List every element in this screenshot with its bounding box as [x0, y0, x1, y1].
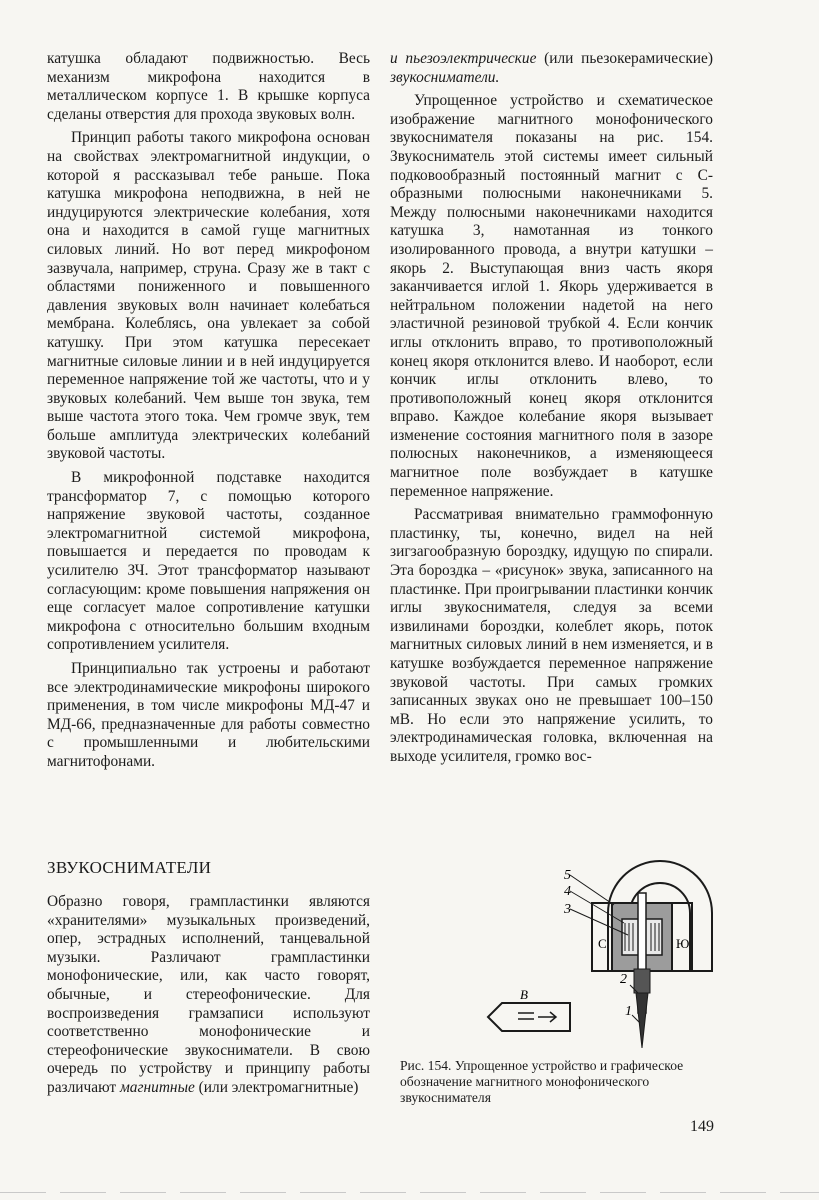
left-bottom-text — [47, 893, 370, 1098]
label-5: 5 — [564, 868, 571, 883]
right-column — [390, 50, 713, 767]
paragraph: В микрофонной подставке находится трансформатор 7, с помощью которого напряжение звуковой частоты, созданное электромагнитной системой микрофона, повышается и передается по проводам к усилителю ЗЧ. Этот трансформатор называют согласующим: кроме повышения напряжения он еще согласует малое сопротивление катушки микрофона с относительно большим входным сопротивлением усилителя. — [47, 469, 370, 654]
figure-154 — [480, 843, 730, 1058]
pickup-diagram — [480, 843, 730, 1058]
text-span: (или пьезокерамические) — [536, 50, 713, 67]
paragraph: Принципиально так устроены и работают все электродинамические микрофоны широкого применения, в том числе микрофоны МД-47 и МД-66, предназначенные для работы совместно с промышленными и любительскими магнитофонами. — [47, 660, 370, 770]
section-heading: ЗВУКОСНИМАТЕЛИ — [47, 858, 212, 877]
pole-label-north: Ю — [676, 936, 690, 951]
figure-caption: Рис. 154. Упрощенное устройство и графическое обозначение магнитного монофонического звукоснимателя — [400, 1058, 684, 1105]
label-1: 1 — [625, 1004, 632, 1019]
paragraph: Принцип работы такого микрофона основан на свойствах электромагнитной индукции, о которой я рассказывал тебе раньше. Пока катушка микрофона неподвижна, в ней не индуцируются электрические колебания, хотя она и находится в самой гуще магнитных силовых линий. Но вот перед микрофоном зазвучала, например, струна. Сразу же в такт с областями пониженного и повышенного давления звуковых волн начинает колебаться мембрана. Колеблясь, она увлекает за собой катушку. При этом катушка пересекает магнитные силовые линии и в ней индуцируется переменное напряжение той же частоты, что и у звуковых колебаний. Чем выше тон звука, тем выше частота этого тока. Чем громче звук, тем больше амплитуда электрических колебаний звуковой частоты. — [47, 129, 370, 463]
page-number: 149 — [690, 1118, 714, 1135]
text-span: Образно говоря, грампластинки являются «хранителями» музыкальных произведений, опер, эстрадных исполнений, танцевальной музыки. Различают грампластинки монофонические, или, как часто говорят, обычные, и стереофонические. Для воспроизведения грамзаписи используют соответственно монофонические и стереофонические звукосниматели. В свою очередь по устройству и принципу работы различают — [47, 893, 370, 1096]
pickup-symbol — [488, 1003, 570, 1031]
paragraph: катушка обладают подвижностью. Весь механизм микрофона находится в металлическом корпусе 1. В крышке корпуса сделаны отверстия для прохода звуковых волн. — [47, 50, 370, 123]
paragraph: Рассматривая внимательно граммофонную пластинку, ты, конечно, видел на ней зигзагообразную бороздку, идущую по спирали. Эта бороздка – «рисунок» звука, записанного на пластинке. При проигрывании пластинки кончик иглы звукоснимателя, следуя за всеми извилинами бороздки, колеблет якорь, поток магнитных силовых линий в нем изменяется, и в катушке возбуждается переменное напряжение звуковой частоты. При самых громких записанных звуках оно не превышает 100–150 мВ. Но если это напряжение усилить, то электродинамическая головка, включенная на выходе усилителя, громко вос- — [390, 506, 713, 765]
emphasis: звукосниматели. — [390, 68, 500, 86]
emphasis: и пьезоэлектрические — [390, 50, 537, 67]
emphasis: магнитные — [119, 1078, 195, 1096]
text-span: (или электромагнитные) — [194, 1078, 359, 1096]
paragraph: Упрощенное устройство и схематическое изображение магнитного монофонического звукоснимателя показаны на рис. 154. Звукосниматель этой системы имеет сильный подковообразный постоянный магнит с С-образными полюсными наконечниками 5. Между полюсными наконечниками находится катушка 3, намотанная из тонкого изолированного провода, а внутри катушки – якорь 2. Выступающая вниз часть якоря заканчивается иглой 1. Якорь удерживается в нейтральном положении надетой на него эластичной резиновой трубкой 4. Если кончик иглы отклонить вправо, то противоположный конец якоря отклонится влево. И наоборот, если кончик иглы отклонить влево, то противоположный конец якоря отклонится вправо. Каждое колебание якоря вызывает изменение состояния магнитного поля в зазоре полюсных наконечников, а изменяющееся магнитное поле возбуждает в катушке переменное напряжение. — [390, 92, 713, 500]
left-column — [47, 50, 370, 772]
label-b: В — [520, 987, 528, 1002]
symbol-arrow-icon — [538, 1012, 556, 1022]
paragraph — [47, 893, 370, 1098]
label-2: 2 — [620, 972, 627, 987]
page-edge-divider — [0, 1192, 819, 1193]
pole-label-south: С — [598, 936, 607, 951]
paragraph — [390, 50, 713, 87]
label-3: 3 — [564, 902, 571, 917]
label-4: 4 — [564, 884, 571, 899]
rubber-tube — [634, 969, 650, 993]
